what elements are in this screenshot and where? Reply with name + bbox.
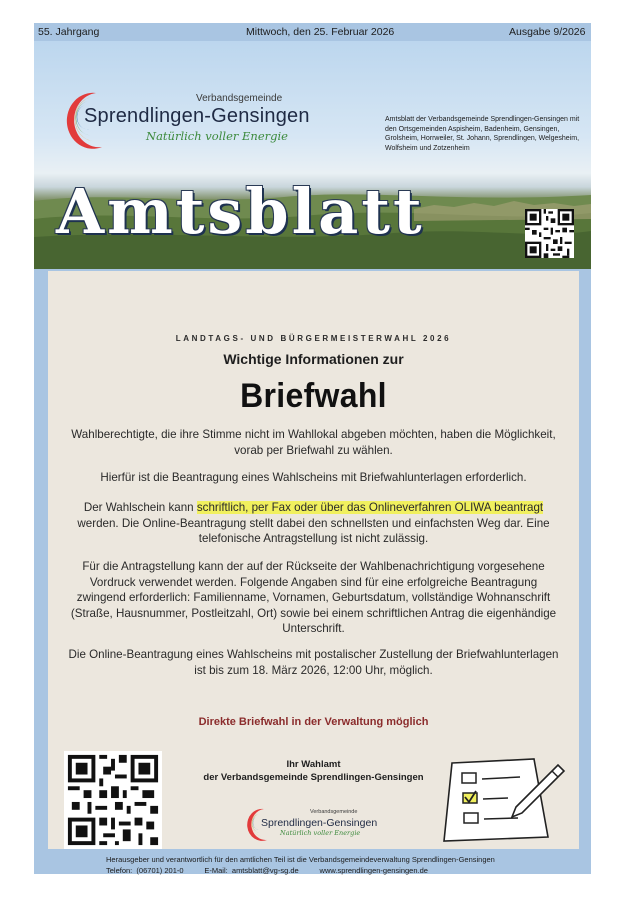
office-label: Ihr Wahlamt <box>286 759 341 770</box>
masthead-qr-code[interactable] <box>525 209 574 258</box>
vg-label-small: Verbandsgemeinde <box>196 93 283 104</box>
vg-slogan: Natürlich voller Energie <box>146 129 288 143</box>
masthead-title: Amtsblatt <box>56 175 425 248</box>
oliwa-qr-code[interactable] <box>64 751 162 849</box>
poster-kicker: LANDTAGS- UND BÜRGERMEISTERWAHL 2026 <box>175 334 452 343</box>
highlighted-text: schriftlich, per Fax oder über das Onlineverfahren OLIWA beantragt <box>196 501 544 514</box>
header-bar <box>34 23 591 41</box>
paragraph-required-data: Für die Antragstellung kann der auf der Rückseite der Wahlbenachrichtigung vorgesehene Vordruck verwendet werden. Folgende Angaben sind für eine erfolgreiche Beantragung zwingend erforderlich: Familienname, Vornamen, Geburtsdatum, vollständige Wohnanschrift (Straße, Hausnummer, Postleitzahl, Ort) sowie bei einem schriftlichen Antrag die eigenhändige Unterschrift. <box>70 560 557 636</box>
direct-vote-notice: Direkte Briefwahl in der Verwaltung möglich <box>198 716 429 728</box>
paragraph-deadline: Die Online-Beantragung eines Wahlscheins mit postalischer Zustellung der Briefwahlunterlagen ist bis zum 18. März 2026, 12:00 Uhr, möglich. <box>68 648 559 677</box>
text-run: werden. Die Online-Beantragung stellt dabei den schnellsten und einfachsten Weg dar. Eine telefonische Antragstellung ist nicht zulässig. <box>77 516 550 546</box>
masthead <box>34 41 591 269</box>
poster-subhead: Wichtige Informationen zur <box>223 351 404 367</box>
text-run: Der Wahlschein kann <box>83 501 197 514</box>
poster-headline: Briefwahl <box>240 375 387 415</box>
paragraph-application-methods <box>68 500 559 547</box>
logo-slogan: Natürlich voller Energie <box>280 829 361 837</box>
issue-number: Ausgabe 9/2026 <box>509 26 586 38</box>
vg-name: Sprendlingen-Gensingen <box>84 105 310 127</box>
ballot-checklist-icon <box>438 749 568 845</box>
footer-contact: Telefon: (06701) 201-0 E-Mail: amtsblatt@vg-sg.de www.sprendlingen-gensingen.de <box>106 866 428 875</box>
logo-name: Sprendlingen-Gensingen <box>261 817 378 829</box>
office-name: der Verbandsgemeinde Sprendlingen-Gensingen <box>203 772 424 783</box>
masthead-description: Amtsblatt der Verbandsgemeinde Sprendlingen-Gensingen mit den Ortsgemeinden Aspisheim, Badenheim, Gensingen, Grolsheim, Horrweiler, St. Johann, Sprendlingen, Welgesheim, Wolfsheim und Zotzenheim <box>385 116 580 152</box>
briefwahl-poster <box>48 271 579 849</box>
paragraph-requirement: Hierfür ist die Beantragung eines Wahlscheins mit Briefwahlunterlagen erforderlich. <box>100 471 527 484</box>
newspaper-page <box>34 23 591 874</box>
issue-date: Mittwoch, den 25. Februar 2026 <box>246 26 395 38</box>
paragraph-intro: Wahlberechtigte, die ihre Stimme nicht im Wahllokal abgeben möchten, haben die Möglichkeit, vorab per Briefwahl zu wählen. <box>71 428 556 457</box>
logo-label-small: Verbandsgemeinde <box>310 809 358 815</box>
volume-label: 55. Jahrgang <box>38 26 100 38</box>
footer-publisher: Herausgeber und verantwortlich für den amtlichen Teil ist die Verbandsgemeindeverwaltung Sprendlingen-Gensingen <box>106 855 495 864</box>
